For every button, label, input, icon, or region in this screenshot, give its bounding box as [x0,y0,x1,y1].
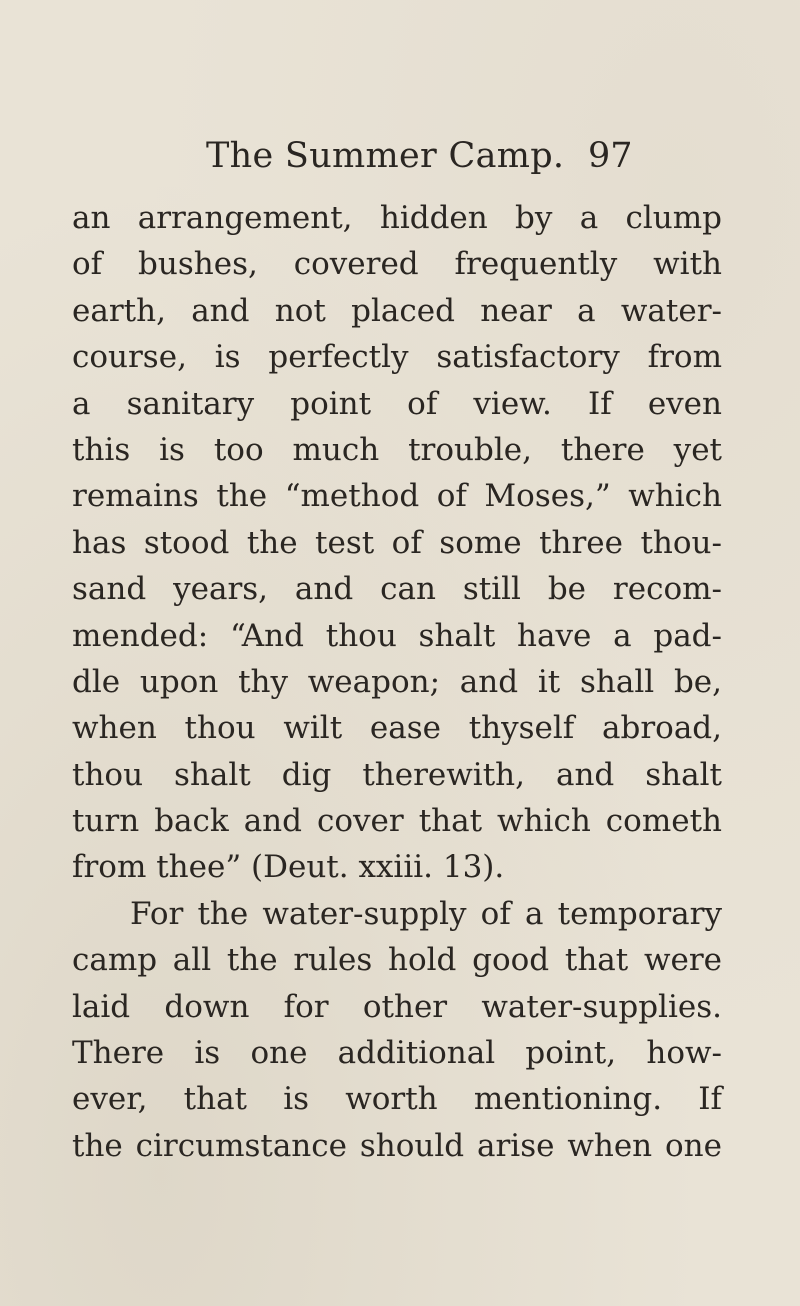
body-text [72,195,722,1169]
paragraph-start-line: For the water-supply of a temporary [130,895,722,932]
text-line: laid down for other water-supplies. [72,988,722,1025]
paragraph-end-line: from thee” (Deut. xxiii. 13). [72,849,505,886]
text-line: camp all the rules hold good that were [72,942,722,979]
text-line: dle upon thy weapon; and it shall be, [72,663,722,700]
text-line: There is one additional point, how- [72,1035,722,1072]
text-line: a sanitary point of view. If even [72,385,722,422]
text-line: turn back and cover that which cometh [72,803,722,840]
text-line: ever, that is worth mentioning. If [72,1081,722,1118]
text-line: when thou wilt ease thyself abroad, [72,710,722,747]
text-line: the circumstance should arise when one [72,1127,722,1164]
running-head [0,136,800,192]
text-line: an arrangement, hidden by a clump [72,200,722,236]
running-title: The Summer Camp. [206,136,565,176]
text-line: remains the “method of Moses,” which [72,478,722,515]
text-line: earth, and not placed near a water- [72,292,722,329]
page-number: 97 [588,136,633,176]
text-line: has stood the test of some three thou- [72,524,722,561]
text-line: course, is perfectly satisfactory from [72,339,722,376]
text-line: sand years, and can still be recom- [72,571,722,608]
text-line: mended: “And thou shalt have a pad- [72,617,722,654]
text-line: this is too much trouble, there yet [72,431,722,468]
text-line: thou shalt dig therewith, and shalt [72,756,722,793]
text-line: of bushes, covered frequently with [72,246,722,283]
